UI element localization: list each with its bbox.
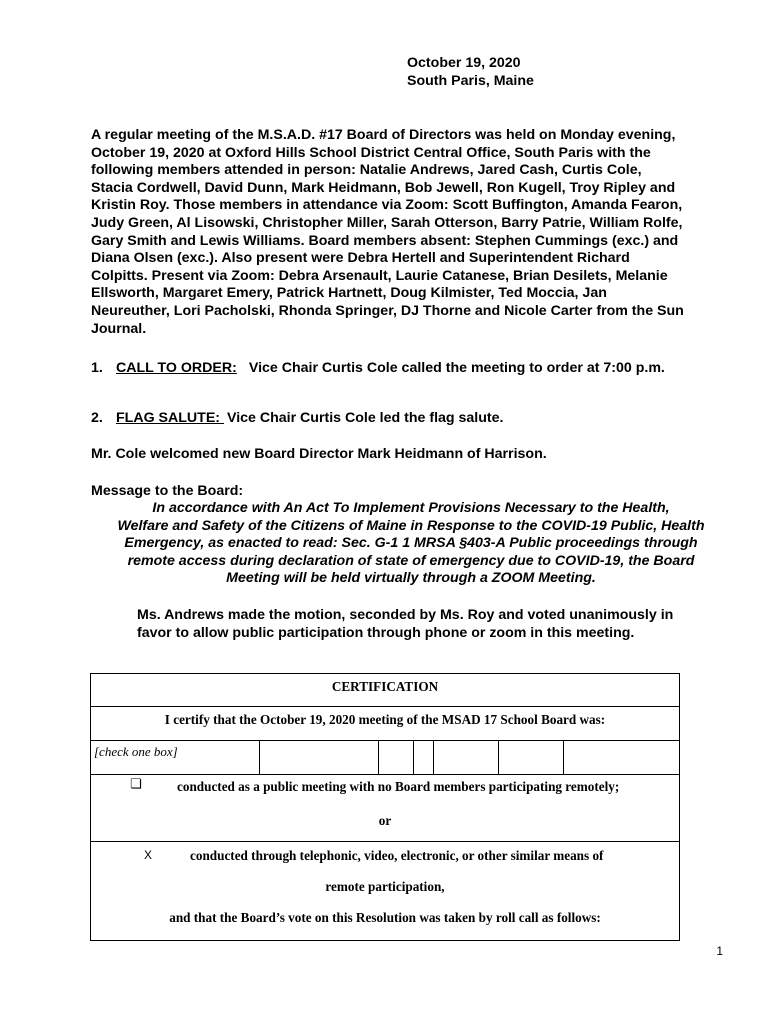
x-mark-icon[interactable]: X — [144, 848, 153, 862]
option-public-meeting: conducted as a public meeting with no Board members participating remotely; — [177, 779, 620, 794]
intro-line: October 19, 2020 at Oxford Hills School District Central Office, South Paris with the — [91, 144, 651, 161]
agenda-item-call-to-order — [91, 360, 665, 378]
certification-statement: I certify that the October 19, 2020 meeting of the MSAD 17 School Board was: — [164, 712, 606, 727]
check-one-label: [check one box] — [94, 744, 178, 759]
or-separator: or — [378, 813, 392, 828]
welcome-text: Mr. Cole welcomed new Board Director Mark Heidmann of Harrison. — [91, 446, 547, 462]
intro-line: Neureuther, Lori Pacholski, Rhonda Springer, DJ Thorne and Nicole Carter from the Sun — [91, 302, 684, 319]
intro-line: Kristin Roy. Those members in attendance via Zoom: Scott Buffington, Amanda Fearon, — [91, 197, 683, 214]
intro-line: A regular meeting of the M.S.A.D. #17 Board of Directors was held on Monday evening, — [91, 127, 676, 143]
intro-line: following members attended in person: Natalie Andrews, Jared Cash, Curtis Cole, — [91, 162, 642, 179]
option-remote-participation: conducted through telephonic, video, electronic, or other similar means of — [190, 848, 604, 863]
intro-line: Colpitts. Present via Zoom: Debra Arsenault, Laurie Catanese, Brian Desilets, Melanie — [91, 267, 668, 284]
message-line: remote access during declaration of state of emergency due to COVID-19, the Board — [127, 552, 695, 569]
intro-line: Stacia Cordwell, David Dunn, Mark Heidmann, Bob Jewell, Ron Kugell, Troy Ripley and — [91, 179, 676, 196]
intro-line: Diana Olsen (exc.). Also present were Debra Hertell and Superintendent Richard — [91, 250, 630, 267]
item-text: Vice Chair Curtis Cole called the meeting to order at 7:00 p.m. — [248, 360, 665, 376]
intro-line: Ellsworth, Margaret Emery, Patrick Hartnett, Doug Kilmister, Ted Moccia, Jan — [91, 285, 607, 302]
document-header — [407, 55, 534, 91]
meeting-location: South Paris, Maine — [407, 73, 534, 89]
message-line: Welfare and Safety of the Citizens of Maine in Response to the COVID-19 Public, Health — [117, 517, 705, 534]
message-line: Meeting will be held virtually through a ZOOM Meeting. — [226, 570, 596, 587]
item-text: Vice Chair Curtis Cole led the flag salute. — [226, 410, 504, 426]
item-label: CALL TO ORDER: — [116, 360, 237, 376]
intro-paragraph — [91, 127, 731, 338]
item-label: FLAG SALUTE: — [116, 410, 224, 426]
intro-line: Gary Smith and Lewis Williams. Board members absent: Stephen Cummings (exc.) and — [91, 232, 679, 249]
certification-table — [90, 673, 680, 941]
message-title: Message to the Board: — [91, 483, 244, 499]
item-number: 2. — [91, 410, 103, 426]
intro-line: Judy Green, Al Lisowski, Christopher Miller, Sarah Otterson, Barry Patrie, William Rolfe, — [91, 214, 683, 231]
option-remote-participation-cont: remote participation, — [325, 879, 445, 894]
meeting-date: October 19, 2020 — [407, 55, 521, 71]
message-body — [91, 500, 731, 588]
agenda-item-flag-salute — [91, 410, 503, 428]
message-line: In accordance with An Act To Implement Provisions Necessary to the Health, — [152, 500, 670, 516]
page-number: 1 — [716, 944, 723, 958]
motion-line: Ms. Andrews made the motion, seconded by Ms. Roy and voted unanimously in — [137, 607, 674, 623]
item-number: 1. — [91, 360, 103, 376]
checkbox-icon[interactable]: ❏ — [130, 777, 142, 792]
intro-line: Journal. — [91, 320, 147, 337]
message-line: Emergency, as enacted to read: Sec. G-1 1 MRSA §403-A Public proceedings through — [124, 535, 698, 552]
certification-title: CERTIFICATION — [331, 679, 439, 694]
roll-call-text: and that the Board’s vote on this Resolution was taken by roll call as follows: — [169, 910, 601, 925]
motion-line: favor to allow public participation through phone or zoom in this meeting. — [137, 624, 635, 641]
motion-text — [137, 607, 727, 642]
